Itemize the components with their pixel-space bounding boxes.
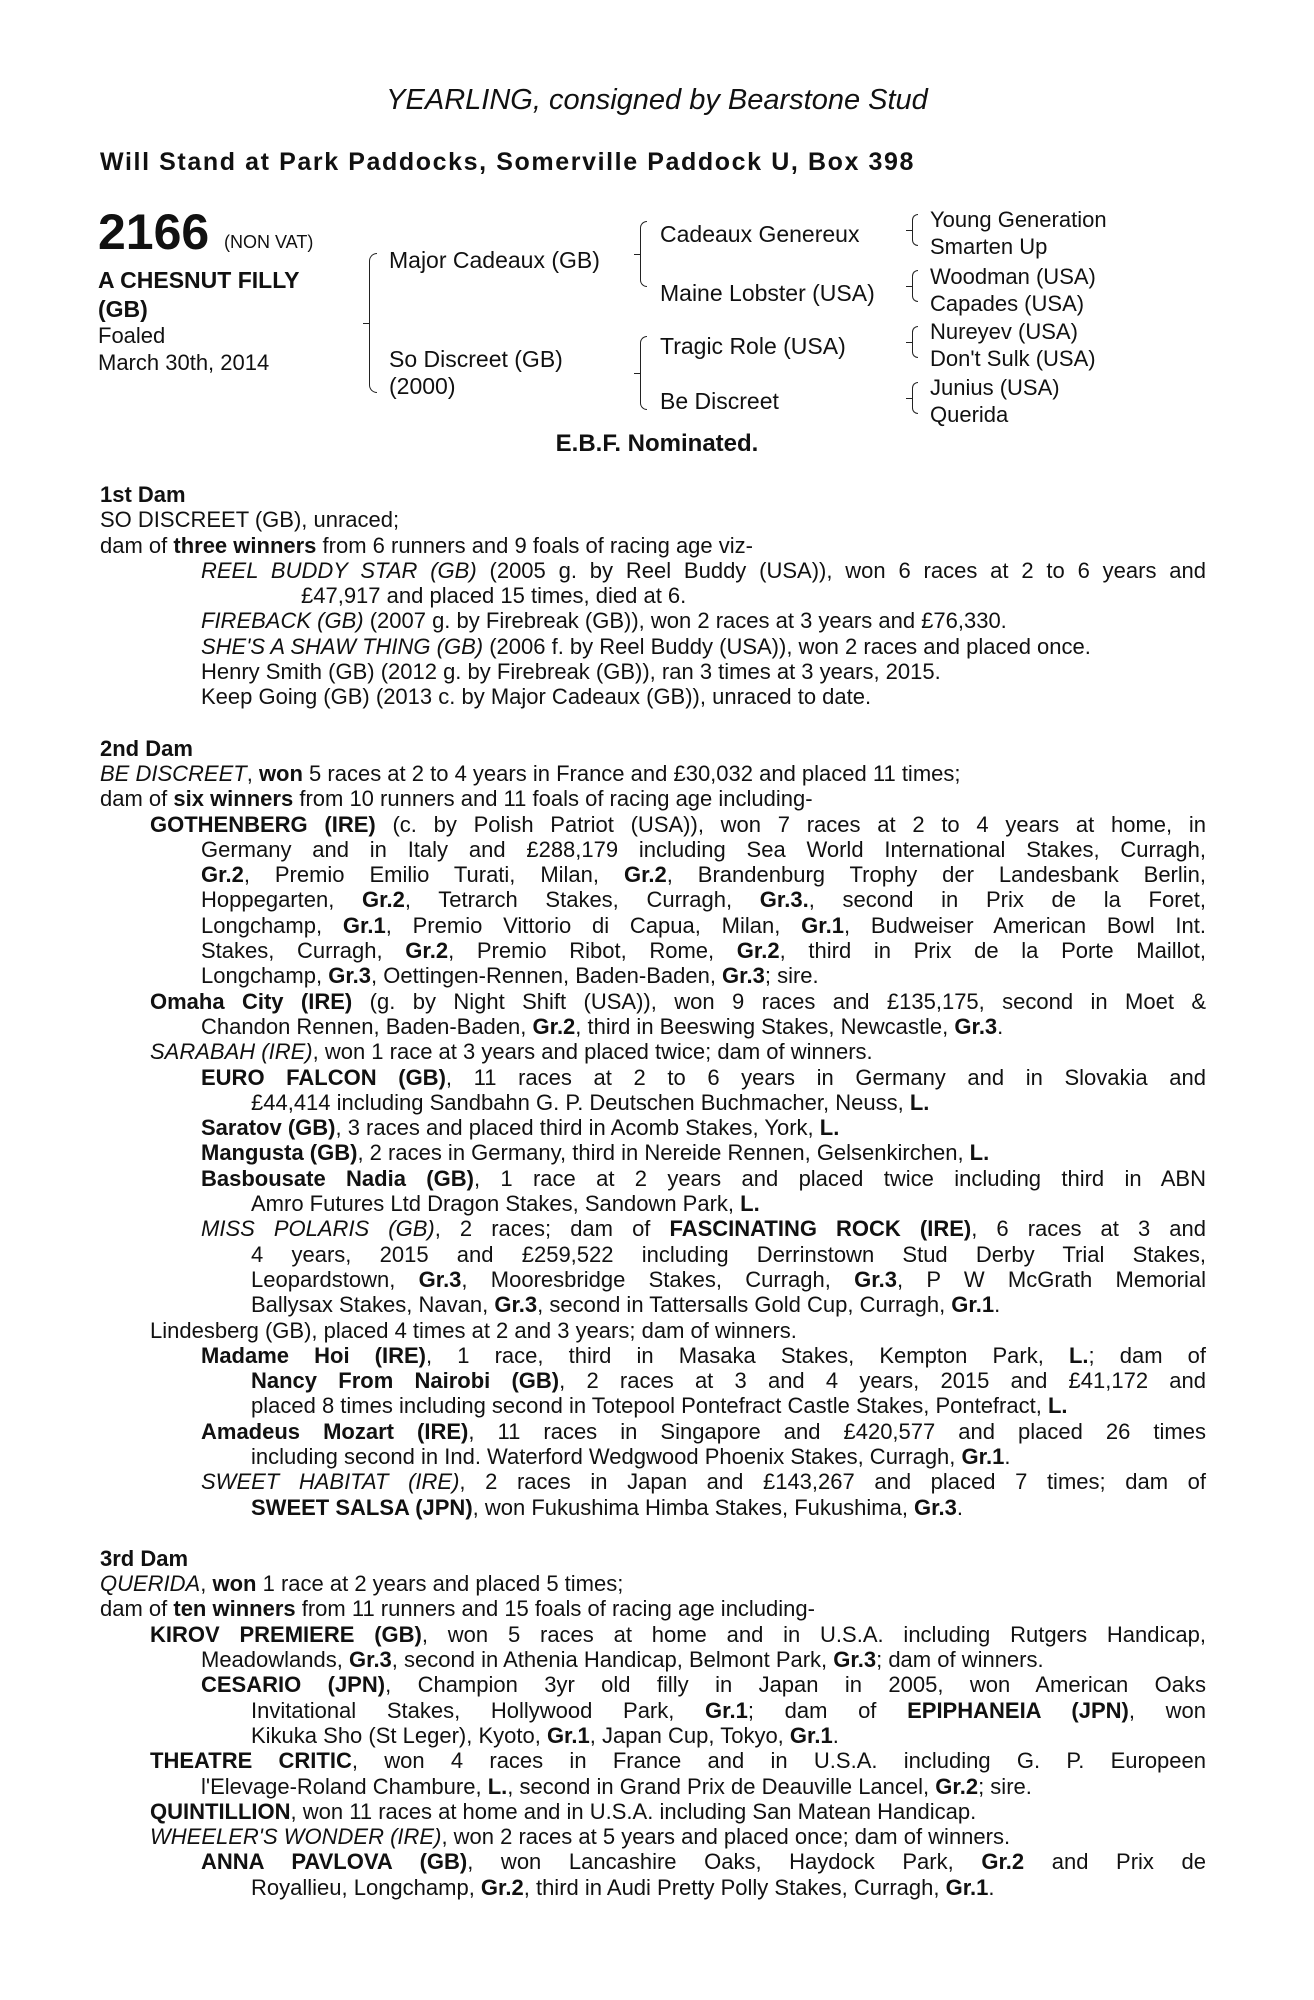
text: , 1 race, third in Masaka Stakes, Kempton Park,: [426, 1342, 1069, 1368]
text: Gr.2: [736, 938, 780, 964]
produce-entry: [100, 1875, 1206, 1900]
text: (c. by Polish Patriot (USA)), won 7 races at 2 to 4 years at home, in: [375, 811, 1206, 837]
produce-entry: [100, 1166, 1206, 1191]
ebf-nomination: E.B.F. Nominated.: [555, 430, 759, 457]
text: 1 race at 2 years and placed 5 times;: [256, 1571, 624, 1597]
text: Gr.3: [418, 1266, 462, 1292]
text: , won 4 races in France and in U.S.A. including G. P. Europeen: [351, 1748, 1206, 1774]
text: from 11 runners and 15 foals of racing age including-: [295, 1596, 815, 1622]
text: , 3 races and placed third in Acomb Stakes, York,: [335, 1115, 820, 1141]
produce-entry: [100, 1039, 1206, 1064]
text: QUERIDA: [100, 1571, 201, 1597]
produce-entry: Keep Going (GB) (2013 c. by Major Cadeaux (GB)), unraced to date.: [201, 684, 872, 710]
produce-entry: [100, 887, 1206, 912]
pedigree-sd-sire: Woodman (USA): [930, 264, 1096, 289]
third-dam-line: [100, 1596, 1206, 1621]
text: ; dam of: [747, 1697, 908, 1723]
pedigree-ss-dam: Smarten Up: [930, 234, 1048, 259]
produce-entry: [100, 1799, 1206, 1824]
text: Gr.2: [935, 1773, 979, 1799]
produce-entry: Germany and in Italy and £288,179 including Sea World International Stakes, Curragh,: [201, 836, 1206, 862]
text: dam of: [100, 532, 174, 558]
first-dam-line: SO DISCREET (GB), unraced;: [100, 507, 400, 533]
text: , won 2 races at 5 years and placed once; dam of winners.: [441, 1824, 1011, 1850]
text: , second in Prix de la Foret,: [808, 887, 1206, 913]
text: Gr.2: [623, 862, 667, 888]
text: , won: [1128, 1697, 1206, 1723]
text: .: [956, 1494, 963, 1520]
produce-entry: [100, 1014, 1206, 1039]
text: , won 5 races at home and in U.S.A. including Rutgers Handicap,: [421, 1621, 1206, 1647]
third-dam-line: [100, 1571, 1206, 1596]
text: Ballysax Stakes, Navan,: [251, 1292, 495, 1318]
second-dam-line: [100, 761, 1206, 786]
text: (2005 g. by Reel Buddy (USA)), won 6 races at 2 to 6 years and: [476, 557, 1206, 583]
text: Gr.1: [546, 1722, 590, 1748]
text: SWEET SALSA (JPN): [251, 1494, 473, 1520]
text: , third in Prix de la Porte Maillot,: [779, 938, 1206, 964]
produce-entry: [100, 1216, 1206, 1241]
text: , second in Grand Prix de Deauville Lancel,: [507, 1773, 936, 1799]
text: (g. by Night Shift (USA)), won 9 races and £135,175, second in Moet &: [352, 988, 1206, 1014]
text: ,: [246, 760, 259, 786]
text: EPIPHANEIA (JPN): [907, 1697, 1129, 1723]
text: CESARIO (JPN): [201, 1672, 386, 1698]
text: L.: [1047, 1393, 1068, 1419]
produce-entry: Henry Smith (GB) (2012 g. by Firebreak (GB)), ran 3 times at 3 years, 2015.: [201, 659, 941, 685]
text: dam of: [100, 1596, 174, 1622]
pedigree-sire-dam: Maine Lobster (USA): [660, 280, 875, 306]
text: Amro Futures Ltd Dragon Stakes, Sandown Park,: [251, 1191, 741, 1217]
vat-status: (NON VAT): [224, 232, 314, 252]
text: Gr.3: [328, 963, 372, 989]
text: , 2 races in Germany, third in Nereide Rennen, Gelsenkirchen,: [357, 1140, 970, 1166]
produce-entry: [100, 1140, 1206, 1165]
pedigree-ss-sire: Young Generation: [930, 207, 1107, 232]
text: ,: [200, 1571, 213, 1597]
pedigree-dam: So Discreet (GB): [389, 346, 563, 372]
produce-entry: [100, 963, 1206, 988]
pedigree-sire: Major Cadeaux (GB): [389, 247, 600, 273]
text: , won 11 races at home and in U.S.A. including San Matean Handicap.: [290, 1798, 977, 1824]
produce-entry: [100, 1647, 1206, 1672]
text: L.: [969, 1140, 990, 1166]
produce-entry: [100, 1090, 1206, 1115]
text: , Premio Vittorio di Capua, Milan,: [385, 912, 802, 938]
text: , P W McGrath Memorial: [896, 1266, 1207, 1292]
text: Gr.3: [722, 963, 765, 989]
text: , third in Audi Pretty Polly Stakes, Curragh,: [523, 1874, 946, 1900]
text: Mangusta (GB): [201, 1140, 358, 1166]
text: (2007 g. by Firebreak (GB)), won 2 races at 3 years and £76,330.: [363, 608, 1007, 634]
text: Gr.3: [854, 1266, 897, 1292]
text: , 2 races; dam of: [434, 1216, 670, 1242]
text: Gr.3: [954, 1013, 998, 1039]
text: Gr.3: [833, 1647, 877, 1673]
produce-entry: [100, 1267, 1206, 1292]
text: , 1 race at 2 years and placed twice including third in ABN: [473, 1165, 1206, 1191]
text: placed 8 times including second in Totepool Pontefract Castle Stakes, Pontefract,: [251, 1393, 1048, 1419]
text: , Budweiser American Bowl Int.: [843, 912, 1206, 938]
pedigree-dam-sire: Tragic Role (USA): [660, 333, 846, 359]
pedigree-dam-dam: Be Discreet: [660, 388, 779, 414]
text: l'Elevage-Roland Chambure,: [201, 1773, 488, 1799]
first-dam-heading: 1st Dam: [100, 482, 186, 507]
text: ; sire.: [764, 963, 819, 989]
produce-entry: [100, 1419, 1206, 1444]
text: , 2 races in Japan and £143,267 and placed 7 times; dam of: [459, 1469, 1206, 1495]
text: KIROV PREMIERE (GB): [150, 1621, 422, 1647]
produce-entry: [100, 1672, 1206, 1697]
text: , Champion 3yr old filly in Japan in 2005, won American Oaks: [385, 1672, 1207, 1698]
produce-entry: [100, 1191, 1206, 1216]
produce-entry: [100, 1444, 1206, 1469]
pedigree-ds-sire: Nureyev (USA): [930, 319, 1078, 344]
produce-entry: [100, 1622, 1206, 1647]
produce-entry: [100, 938, 1206, 963]
text: , Premio Ribot, Rome,: [448, 938, 737, 964]
foaling-info: [98, 322, 269, 376]
text: ten winners: [173, 1596, 296, 1622]
text: 5 races at 2 to 4 years in France and £30,032 and placed 11 times;: [302, 760, 961, 786]
pedigree-dd-dam: Querida: [930, 402, 1009, 427]
text: GOTHENBERG (IRE): [150, 811, 376, 837]
text: , Mooresbridge Stakes, Curragh,: [461, 1266, 855, 1292]
produce-entry: [100, 1343, 1206, 1368]
foaling-date: March 30th, 2014: [98, 350, 270, 375]
text: , Oettingen-Rennen, Baden-Baden,: [371, 963, 723, 989]
third-dam-heading: 3rd Dam: [100, 1545, 189, 1571]
text: , third in Beeswing Stakes, Newcastle,: [575, 1013, 955, 1039]
text: L.: [487, 1773, 508, 1799]
text: Gr.1: [342, 912, 386, 938]
produce-entry: £47,917 and placed 15 times, died at 6.: [301, 583, 687, 609]
pedigree-sd-dam: Capades (USA): [930, 291, 1085, 316]
produce-entry: [100, 1824, 1206, 1849]
text: L.: [819, 1115, 840, 1141]
produce-entry: [100, 1292, 1206, 1317]
text: L.: [740, 1191, 760, 1217]
text: , 2 races at 3 and 4 years, 2015 and £41,172 and: [559, 1368, 1206, 1394]
second-dam-heading: 2nd Dam: [100, 735, 193, 761]
text: Basbousate Nadia (GB): [201, 1165, 474, 1191]
brace-sd: [912, 270, 918, 302]
brace-dam: [640, 336, 647, 410]
text: £44,414 including Sandbahn G. P. Deutschen Buchmacher, Neuss,: [251, 1089, 910, 1115]
text: Kikuka Sho (St Leger), Kyoto,: [251, 1722, 547, 1748]
text: Gr.1: [705, 1697, 748, 1723]
produce-entry: [100, 558, 1206, 583]
text: THEATRE CRITIC: [150, 1748, 352, 1774]
brace-ss: [912, 214, 918, 246]
text: Leopardstown,: [251, 1266, 419, 1292]
text: Gr.2: [981, 1849, 1025, 1875]
pedigree-dd-sire: Junius (USA): [930, 375, 1060, 400]
pedigree-dam-year: (2000): [389, 373, 456, 399]
produce-entry: 4 years, 2015 and £259,522 including Derrinstown Stud Derby Trial Stakes,: [251, 1241, 1206, 1267]
text: Gr.3: [348, 1647, 392, 1673]
text: QUINTILLION: [150, 1798, 291, 1824]
produce-entry: [100, 1393, 1206, 1418]
text: FIREBACK (GB): [201, 608, 364, 634]
text: L.: [1068, 1342, 1089, 1368]
produce-entry: [100, 1774, 1206, 1799]
text: , won Fukushima Himba Stakes, Fukushima,: [472, 1494, 915, 1520]
text: Omaha City (IRE): [150, 988, 353, 1014]
text: ANNA PAVLOVA (GB): [201, 1849, 468, 1875]
text: Gr.2: [480, 1874, 524, 1900]
text: L.: [909, 1089, 930, 1115]
text: .: [997, 1013, 1004, 1039]
produce-entry: [100, 913, 1206, 938]
text: Gr.1: [801, 912, 844, 938]
text: (2006 f. by Reel Buddy (USA)), won 2 races and placed once.: [483, 633, 1091, 659]
text: Hoppegarten,: [201, 887, 363, 913]
text: , Premio Emilio Turati, Milan,: [243, 862, 624, 888]
text: Amadeus Mozart (IRE): [201, 1418, 469, 1444]
text: SHE'S A SHAW THING (GB): [201, 633, 484, 659]
text: from 6 runners and 9 foals of racing age viz-: [316, 532, 753, 558]
produce-entry: [100, 989, 1206, 1014]
text: Gr.3.: [759, 887, 809, 913]
text: Gr.2: [532, 1013, 576, 1039]
text: , 11 races at 2 to 6 years in Germany and in Slovakia and: [445, 1064, 1206, 1090]
spacer: [100, 1520, 1206, 1546]
produce-entry: [100, 1065, 1206, 1090]
text: three winners: [173, 532, 317, 558]
lot-description-line: A CHESNUT FILLY: [98, 267, 300, 293]
produce-entry: [100, 812, 1206, 837]
text: .: [994, 1292, 1001, 1318]
text: Stakes, Curragh,: [201, 938, 406, 964]
text: Gr.2: [201, 862, 244, 888]
stand-location: Will Stand at Park Paddocks, Somerville Paddock U, Box 398: [100, 148, 916, 176]
text: Gr.3: [494, 1292, 538, 1318]
text: .: [988, 1874, 995, 1900]
text: ; sire.: [978, 1773, 1032, 1799]
produce-entry: [100, 608, 1206, 633]
foaled-label: Foaled: [98, 323, 166, 348]
lot-number: 2166: [98, 204, 210, 260]
brace-dd: [912, 382, 918, 414]
text: .: [832, 1722, 839, 1748]
text: FASCINATING ROCK (IRE): [669, 1216, 972, 1242]
produce-entry: [100, 1469, 1206, 1494]
text: , 6 races at 3 and: [971, 1216, 1206, 1242]
text: and Prix de: [1024, 1849, 1207, 1875]
first-dam-line: [100, 533, 1206, 558]
text: won: [212, 1571, 257, 1597]
brace-sire: [640, 221, 647, 287]
text: , second in Athenia Handicap, Belmont Park,: [391, 1647, 834, 1673]
text: Invitational Stakes, Hollywood Park,: [251, 1697, 706, 1723]
produce-entry: [100, 634, 1206, 659]
produce-entry: [100, 862, 1206, 887]
text: , Japan Cup, Tokyo,: [589, 1722, 790, 1748]
produce-entry: [100, 1115, 1206, 1140]
text: Gr.3: [914, 1494, 957, 1520]
text: dam of: [100, 786, 174, 812]
brace-ds: [912, 326, 918, 358]
produce-entry: Lindesberg (GB), placed 4 times at 2 and 3 years; dam of winners.: [150, 1317, 797, 1343]
text: MISS POLARIS (GB): [201, 1216, 435, 1242]
text: Gr.2: [362, 887, 405, 913]
produce-entry: [100, 1698, 1206, 1723]
text: Longchamp,: [201, 912, 343, 938]
pedigree-ds-dam: Don't Sulk (USA): [930, 346, 1096, 371]
text: Longchamp,: [201, 963, 329, 989]
text: .: [1004, 1443, 1011, 1469]
produce-entry: [100, 1748, 1206, 1773]
text: Royallieu, Longchamp,: [251, 1874, 481, 1900]
text: ; dam of: [1088, 1342, 1206, 1368]
text: SARABAH (IRE): [150, 1039, 313, 1065]
second-dam-line: [100, 786, 1206, 811]
text: , 11 races in Singapore and £420,577 and placed 26 times: [468, 1418, 1206, 1444]
text: , won Lancashire Oaks, Haydock Park,: [467, 1849, 982, 1875]
text: from 10 runners and 11 foals of racing age including-: [293, 786, 813, 812]
text: WHEELER'S WONDER (IRE): [150, 1824, 442, 1850]
text: Nancy From Nairobi (GB): [251, 1368, 560, 1394]
text: ; dam of winners.: [876, 1647, 1044, 1673]
produce-entry: [100, 1849, 1206, 1874]
lot-description: [98, 266, 299, 324]
text: won: [258, 760, 303, 786]
text: including second in Ind. Waterford Wedgwood Phoenix Stakes, Curragh,: [251, 1443, 962, 1469]
text: Chandon Rennen, Baden-Baden,: [201, 1013, 533, 1039]
text: EURO FALCON (GB): [201, 1064, 446, 1090]
text: Gr.1: [945, 1874, 989, 1900]
pedigree-sire-sire: Cadeaux Genereux: [660, 221, 860, 247]
text: six winners: [173, 786, 294, 812]
text: Madame Hoi (IRE): [201, 1342, 427, 1368]
produce-entry: [100, 1723, 1206, 1748]
brace-main: [369, 253, 377, 393]
produce-record: [100, 482, 1206, 1900]
text: REEL BUDDY STAR (GB): [201, 557, 477, 583]
text: SWEET HABITAT (IRE): [201, 1469, 460, 1495]
text: Gr.1: [951, 1292, 995, 1318]
spacer: [100, 710, 1206, 736]
lot-description-line: (GB): [98, 296, 148, 322]
text: Gr.1: [961, 1443, 1005, 1469]
text: Gr.2: [405, 938, 449, 964]
consignor-heading: YEARLING, consigned by Bearstone Stud: [386, 84, 928, 116]
produce-entry: [100, 1495, 1206, 1520]
text: Gr.1: [789, 1722, 833, 1748]
text: Saratov (GB): [201, 1115, 336, 1141]
text: BE DISCREET: [100, 760, 247, 786]
text: , Brandenburg Trophy der Landesbank Berlin,: [666, 862, 1206, 888]
text: Meadowlands,: [201, 1647, 349, 1673]
produce-entry: [100, 1368, 1206, 1393]
text: , Tetrarch Stakes, Curragh,: [404, 887, 760, 913]
text: , won 1 race at 3 years and placed twice; dam of winners.: [312, 1039, 873, 1065]
text: , second in Tattersalls Gold Cup, Curragh,: [537, 1292, 952, 1318]
